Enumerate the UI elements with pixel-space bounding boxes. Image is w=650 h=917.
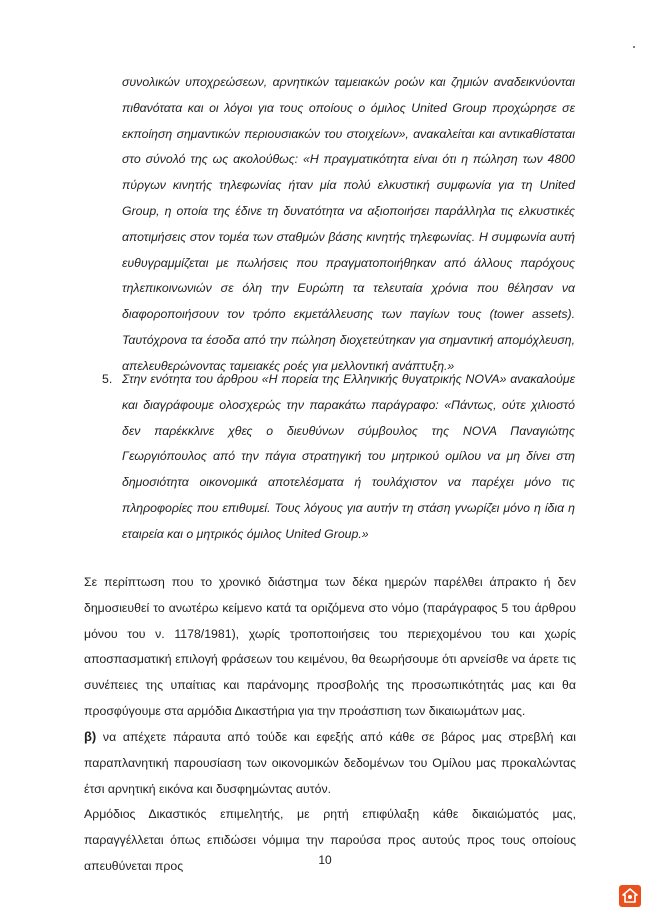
deadline-paragraph: Σε περίπτωση που το χρονικό διάστημα των δέκα ημερών παρέλθει άπρακτο ή δεν δημοσιευθεί το ανωτέρω κείμενο κατά τα οριζόμενα στο νόμο (παράγραφος 5 του άρθρου μόνου του ν. 1178/1981), χωρίς τροποποιήσεις του περιεχομένου του και χωρίς αποσπασματική επιλογή φράσεων του κειμένου, θα θεωρήσουμε ότι αρνείσθε να άρετε τις συνέπειες της υπαίτιας και παράνομης προσβολής της προσωπικότητάς μας και θα προσφύγουμε στα αρμόδια Δικαστήρια για την προάσπιση των δικαιωμάτων μας. bbox=[84, 575, 576, 718]
page-number: 10 bbox=[318, 853, 332, 867]
bailiff-paragraph: Αρμόδιος Δικαστικός επιμελητής, με ρητή επιφύλαξη κάθε δικαιώματός μας, παραγγέλλεται όπως επιδώσει νόμιμα την παρούσα προς αυτούς προς τους οποίους απευθύνεται προς bbox=[84, 807, 576, 873]
paragraph-b-label: β) bbox=[84, 729, 97, 744]
paragraph-b-text: να απέχετε πάραυτα από τούδε και εφεξής από κάθε σε βάρος μας στρεβλή και παραπλανητική παρουσίαση των οικονομικών δεδομένων του Ομίλου μας προκαλώντας έτσι αρνητική εικόνα και δυσφημώντας αυτόν. bbox=[84, 730, 576, 796]
scan-speck bbox=[633, 46, 635, 48]
list-item-number: 5. bbox=[102, 372, 113, 386]
paragraph-b bbox=[84, 724, 576, 802]
house-logo-icon bbox=[618, 884, 642, 908]
list-item-5 bbox=[102, 367, 575, 548]
list-item-text: Στην ενότητα του άρθρου «Η πορεία της Ελληνικής θυγατρικής NOVA» ανακαλούμε και διαγράφουμε ολοσχερώς την παρακάτω παράγραφο: «Πάντως, ούτε χιλιοστό δεν παρέκκλινε χθες ο διευθύνων σύμβουλος της NOVA Παναγιώτης Γεωργιόπουλος από την πάγια στρατηγική του μητρικού ομίλου να μη δίνει στη δημοσιότητα οικονομικά αποτελέσματα ή τουλάχιστον να παρέχει μόνο τις πληροφορίες που επιθυμεί. Τους λόγους για αυτήν τη στάση γνωρίζει μόνο η ίδια η εταιρεία και ο μητρικός όμιλος United Group.» bbox=[122, 372, 575, 541]
quoted-retraction-paragraph: συνολικών υποχρεώσεων, αρνητικών ταμειακών ροών και ζημιών αναδεικνύονται πιθανότατα και οι λόγοι για τους οποίους ο όμιλος United Group προχώρησε σε εκποίηση σημαντικών περιουσιακών του στοιχείων», ανακαλείται και αντικαθίσταται στο σύνολό της ως ακολούθως: «Η πραγματικότητα είναι ότι η πώληση των 4800 πύργων κινητής τηλεφωνίας ήταν μία πολύ ελκυστική συμφωνία για τη United Group, η οποία της έδινε τη δυνατότητα να αξιοποιήσει παράλληλα τις ελκυστικές αποτιμήσεις στον τομέα των σταθμών βάσης κινητής τηλεφωνίας. Η συμφωνία αυτή ευθυγραμμίζεται με πωλήσεις που πραγματοποιήθηκαν από άλλους παρόχους τηλεπικοινωνιών σε όλη την Ευρώπη τα τελευταία χρόνια που θέλησαν να διαφοροποιήσουν τον τρόπο εκμετάλλευσης των παγίων τους (tower assets). Ταυτόχρονα τα έσοδα από την πώληση διοχετεύτηκαν για σημαντική απομόχλευση, απελευθερώνοντας ταμειακές ροές για μελλοντική ανάπτυξη.» bbox=[122, 75, 575, 373]
